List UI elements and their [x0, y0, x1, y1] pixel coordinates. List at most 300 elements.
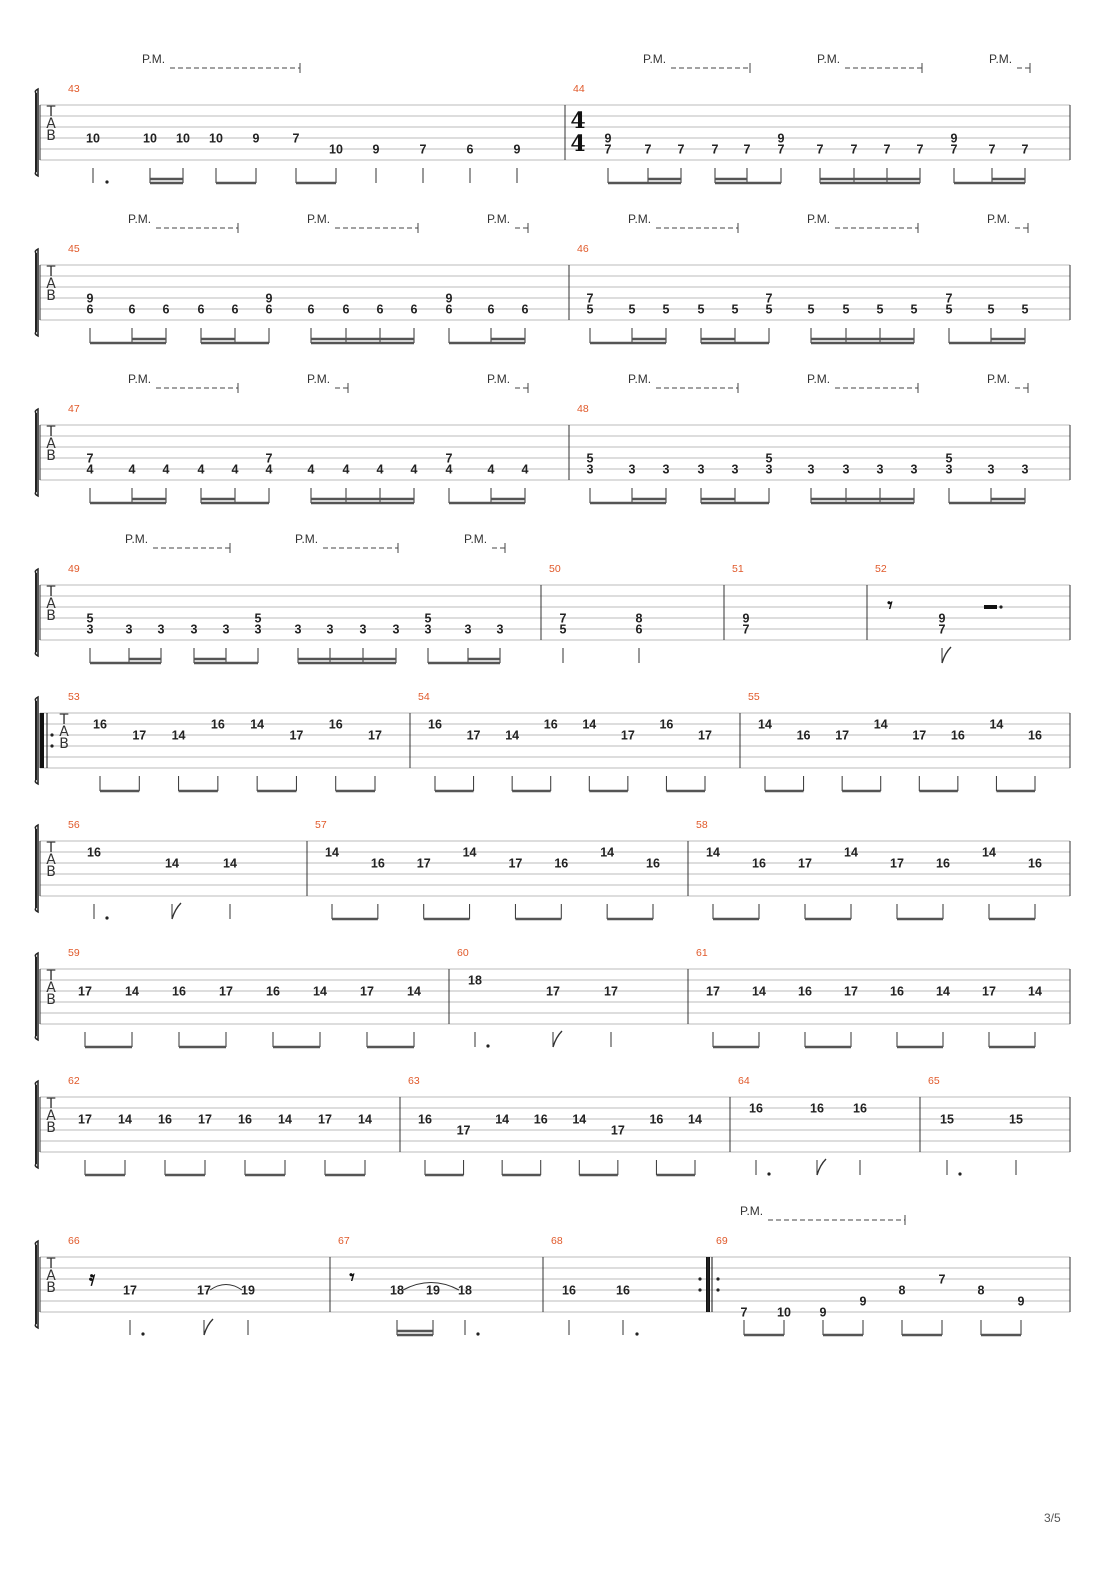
fret-number: 5	[697, 302, 705, 317]
tab-clef-letter: T	[46, 424, 56, 440]
fret-number: 3	[294, 622, 302, 637]
fret-number: 3	[359, 622, 367, 637]
bar-number: 62	[68, 1075, 80, 1087]
fret-number: 4	[197, 462, 205, 477]
tab-clef-letter: T	[46, 840, 56, 856]
fret-number: 7	[265, 451, 273, 466]
fret-number: 7	[938, 622, 946, 637]
dotted-note-dot	[698, 1277, 701, 1280]
fret-number: 14	[165, 856, 179, 871]
fret-number: 17	[289, 728, 304, 743]
fret-number: 5	[586, 451, 594, 466]
fret-number: 16	[533, 1112, 548, 1127]
dotted-note-dot	[50, 744, 53, 747]
fret-number: 7	[292, 131, 300, 146]
fret-number: 3	[496, 622, 504, 637]
fret-number: 16	[210, 717, 225, 732]
fret-number: 7	[950, 142, 958, 157]
bar-number: 45	[68, 243, 80, 255]
tab-clef-letter: A	[46, 852, 56, 868]
fret-number: 17	[318, 1112, 332, 1127]
palm-mute-label: P.M.	[128, 372, 152, 386]
palm-mute-label: P.M.	[487, 372, 511, 386]
fret-number: 10	[777, 1305, 791, 1320]
tab-clef-letter: A	[46, 116, 56, 132]
fret-number: 3	[910, 462, 918, 477]
tab-clef-letter: T	[59, 712, 69, 728]
fret-number: 5	[559, 622, 567, 637]
palm-mute-label: P.M.	[307, 212, 331, 226]
fret-number: 7	[644, 142, 652, 157]
fret-number: 6	[162, 302, 170, 317]
fret-number: 9	[859, 1294, 867, 1309]
fret-number: 8	[898, 1283, 906, 1298]
tab-clef-letter: A	[46, 436, 56, 452]
fret-number: 10	[209, 131, 223, 146]
bar-number: 51	[732, 563, 744, 575]
fret-number: 14	[171, 728, 186, 743]
fret-number: 18	[458, 1283, 472, 1298]
fret-number: 6	[487, 302, 495, 317]
fret-number: 5	[628, 302, 636, 317]
fret-number: 3	[86, 622, 94, 637]
note-flag	[817, 1159, 826, 1175]
fret-number: 16	[1028, 728, 1042, 743]
dotted-note-dot	[999, 605, 1002, 608]
fret-number: 16	[649, 1112, 664, 1127]
fret-number: 3	[586, 462, 594, 477]
fret-number: 16	[93, 717, 107, 732]
dotted-note-dot	[105, 180, 108, 183]
fret-number: 9	[513, 142, 521, 157]
fret-number: 9	[777, 131, 785, 146]
tab-clef-letter: A	[59, 724, 69, 740]
fret-number: 5	[987, 302, 995, 317]
bar-number: 61	[696, 947, 708, 959]
tab-clef-letter: T	[46, 264, 56, 280]
fret-number: 5	[765, 302, 773, 317]
fret-number: 17	[132, 728, 147, 743]
fret-number: 5	[731, 302, 739, 317]
fret-number: 17	[508, 856, 523, 871]
fret-number: 9	[938, 611, 946, 626]
dotted-note-dot	[50, 733, 53, 736]
fret-number: 7	[445, 451, 453, 466]
fret-number: 14	[1028, 984, 1042, 999]
fret-number: 5	[945, 451, 953, 466]
fret-number: 4	[445, 462, 453, 477]
palm-mute-label: P.M.	[989, 52, 1013, 66]
fret-number: 16	[950, 728, 965, 743]
fret-number: 16	[158, 1112, 172, 1127]
page-number: 3/5	[1044, 1511, 1061, 1525]
fret-number: 14	[462, 845, 477, 860]
eighth-rest-icon: 𝄾	[887, 593, 893, 617]
fret-number: 3	[987, 462, 995, 477]
fret-number: 6	[410, 302, 418, 317]
fret-number: 6	[445, 302, 453, 317]
fret-number: 16	[418, 1112, 432, 1127]
fret-number: 14	[313, 984, 327, 999]
fret-number: 7	[883, 142, 891, 157]
fret-number: 3	[326, 622, 334, 637]
fret-number: 17	[546, 984, 560, 999]
bar-number: 50	[549, 563, 561, 575]
fret-number: 6	[197, 302, 205, 317]
sixteenth-rest-icon: 𝄿	[88, 1266, 96, 1290]
palm-mute-label: P.M.	[807, 212, 831, 226]
eighth-rest-icon: 𝄾	[349, 1265, 355, 1289]
bar-number: 69	[716, 1235, 728, 1247]
fret-number: 6	[466, 142, 474, 157]
palm-mute-label: P.M.	[987, 212, 1011, 226]
tab-clef-letter: A	[46, 1268, 56, 1284]
fret-number: 5	[910, 302, 918, 317]
fret-number: 9	[86, 291, 94, 306]
palm-mute-label: P.M.	[307, 372, 331, 386]
fret-number: 5	[586, 302, 594, 317]
fret-number: 10	[86, 131, 100, 146]
bar-number: 55	[748, 691, 760, 703]
fret-number: 4	[231, 462, 239, 477]
tab-clef-letter: A	[46, 980, 56, 996]
fret-number: 17	[844, 984, 858, 999]
fret-number: 17	[982, 984, 996, 999]
note-flag	[204, 1319, 213, 1335]
palm-mute-label: P.M.	[987, 372, 1011, 386]
fret-number: 6	[521, 302, 529, 317]
bar-number: 54	[418, 691, 430, 703]
dotted-note-dot	[476, 1332, 479, 1335]
fret-number: 7	[740, 1305, 748, 1320]
dotted-note-dot	[716, 1288, 719, 1291]
fret-number: 16	[87, 845, 101, 860]
fret-number: 14	[250, 717, 265, 732]
palm-mute-label: P.M.	[807, 372, 831, 386]
fret-number: 16	[172, 984, 186, 999]
fret-number: 3	[945, 462, 953, 477]
tab-clef-letter: B	[46, 864, 56, 880]
fret-number: 14	[325, 845, 339, 860]
bar-number: 66	[68, 1235, 80, 1247]
fret-number: 17	[456, 1123, 471, 1138]
fret-number: 9	[819, 1305, 827, 1320]
tab-clef-letter: B	[46, 992, 56, 1008]
fret-number: 5	[662, 302, 670, 317]
fret-number: 16	[370, 856, 385, 871]
tab-clef-letter: B	[46, 288, 56, 304]
fret-number: 3	[842, 462, 850, 477]
tab-clef-letter: B	[46, 128, 56, 144]
bar-number: 49	[68, 563, 80, 575]
fret-number: 9	[252, 131, 260, 146]
tab-clef-letter: B	[46, 1120, 56, 1136]
fret-number: 5	[254, 611, 262, 626]
fret-number: 14	[358, 1112, 372, 1127]
fret-number: 7	[988, 142, 996, 157]
fret-number: 5	[424, 611, 432, 626]
fret-number: 7	[743, 142, 751, 157]
fret-number: 14	[752, 984, 766, 999]
fret-number: 7	[604, 142, 612, 157]
fret-number: 7	[777, 142, 785, 157]
fret-number: 8	[977, 1283, 985, 1298]
bar-number: 59	[68, 947, 80, 959]
palm-mute-label: P.M.	[142, 52, 166, 66]
fret-number: 16	[328, 717, 343, 732]
fret-number: 7	[765, 291, 773, 306]
fret-number: 3	[1021, 462, 1029, 477]
fret-number: 10	[143, 131, 157, 146]
fret-number: 17	[360, 984, 374, 999]
fret-number: 17	[698, 728, 712, 743]
dotted-note-dot	[716, 1277, 719, 1280]
fret-number: 4	[487, 462, 495, 477]
fret-number: 16	[798, 984, 812, 999]
fret-number: 7	[677, 142, 685, 157]
tab-clef-letter: T	[46, 104, 56, 120]
fret-number: 14	[407, 984, 421, 999]
bar-number: 65	[928, 1075, 940, 1087]
fret-number: 9	[604, 131, 612, 146]
palm-mute-label: P.M.	[464, 532, 488, 546]
fret-number: 19	[426, 1283, 440, 1298]
fret-number: 9	[1017, 1294, 1025, 1309]
fret-number: 17	[620, 728, 635, 743]
fret-number: 5	[1021, 302, 1029, 317]
fret-number: 10	[329, 142, 343, 157]
fret-number: 14	[936, 984, 950, 999]
dotted-note-dot	[767, 1172, 770, 1175]
fret-number: 14	[989, 717, 1004, 732]
fret-number: 7	[916, 142, 924, 157]
fret-number: 3	[392, 622, 400, 637]
fret-number: 16	[853, 1101, 867, 1116]
fret-number: 3	[628, 462, 636, 477]
fret-number: 7	[816, 142, 824, 157]
fret-number: 17	[416, 856, 431, 871]
fret-number: 17	[219, 984, 233, 999]
palm-mute-label: P.M.	[628, 372, 652, 386]
palm-mute-label: P.M.	[295, 532, 319, 546]
fret-number: 17	[835, 728, 850, 743]
palm-mute-label: P.M.	[128, 212, 152, 226]
palm-mute-label: P.M.	[643, 52, 667, 66]
fret-number: 3	[125, 622, 133, 637]
fret-number: 7	[559, 611, 567, 626]
fret-number: 3	[731, 462, 739, 477]
bar-number: 44	[573, 83, 585, 95]
fret-number: 17	[912, 728, 927, 743]
tab-clef-letter: T	[46, 968, 56, 984]
fret-number: 14	[505, 728, 520, 743]
dotted-note-dot	[958, 1172, 961, 1175]
fret-number: 5	[807, 302, 815, 317]
fret-number: 14	[600, 845, 615, 860]
tab-clef-letter: B	[46, 608, 56, 624]
fret-number: 7	[850, 142, 858, 157]
fret-number: 6	[376, 302, 384, 317]
fret-number: 9	[445, 291, 453, 306]
fret-number: 16	[1028, 856, 1042, 871]
note-flag	[942, 647, 951, 663]
fret-number: 3	[662, 462, 670, 477]
bar-number: 60	[457, 947, 469, 959]
bar-number: 56	[68, 819, 80, 831]
half-rest-icon	[984, 605, 997, 609]
fret-number: 17	[890, 856, 904, 871]
fret-number: 9	[265, 291, 273, 306]
fret-number: 4	[162, 462, 170, 477]
tab-clef-letter: T	[46, 1256, 56, 1272]
fret-number: 14	[706, 845, 720, 860]
fret-number: 4	[410, 462, 418, 477]
fret-number: 4	[376, 462, 384, 477]
fret-number: 16	[659, 717, 674, 732]
tab-clef-letter: A	[46, 1108, 56, 1124]
fret-number: 19	[241, 1283, 255, 1298]
fret-number: 5	[876, 302, 884, 317]
fret-number: 17	[123, 1283, 137, 1298]
fret-number: 7	[938, 1272, 946, 1287]
bar-number: 52	[875, 563, 887, 575]
palm-mute-label: P.M.	[740, 1204, 764, 1218]
fret-number: 17	[604, 984, 618, 999]
note-flag	[172, 903, 181, 919]
tab-clef-letter: B	[46, 1280, 56, 1296]
fret-number: 14	[125, 984, 139, 999]
bar-number: 47	[68, 403, 80, 415]
tie-slur	[210, 1285, 242, 1291]
fret-number: 7	[742, 622, 750, 637]
fret-number: 5	[765, 451, 773, 466]
bar-number: 46	[577, 243, 589, 255]
fret-number: 5	[86, 611, 94, 626]
time-signature-top: 4	[570, 108, 586, 134]
fret-number: 16	[810, 1101, 824, 1116]
tab-clef-letter: B	[46, 448, 56, 464]
fret-number: 3	[876, 462, 884, 477]
fret-number: 16	[890, 984, 904, 999]
fret-number: 16	[646, 856, 660, 871]
fret-number: 7	[711, 142, 719, 157]
fret-number: 5	[945, 302, 953, 317]
tab-clef-letter: T	[46, 584, 56, 600]
fret-number: 7	[1021, 142, 1029, 157]
fret-number: 14	[278, 1112, 292, 1127]
fret-number: 4	[265, 462, 273, 477]
fret-number: 14	[844, 845, 858, 860]
fret-number: 16	[936, 856, 950, 871]
fret-number: 7	[586, 291, 594, 306]
bar-number: 53	[68, 691, 80, 703]
fret-number: 17	[197, 1283, 211, 1298]
fret-number: 6	[128, 302, 136, 317]
fret-number: 18	[468, 973, 482, 988]
fret-number: 14	[572, 1112, 587, 1127]
fret-number: 6	[307, 302, 315, 317]
dotted-note-dot	[698, 1288, 701, 1291]
time-signature-bottom: 4	[570, 131, 586, 157]
fret-number: 14	[982, 845, 996, 860]
palm-mute-label: P.M.	[628, 212, 652, 226]
fret-number: 14	[223, 856, 237, 871]
fret-number: 8	[635, 611, 643, 626]
fret-number: 10	[176, 131, 190, 146]
fret-number: 6	[635, 622, 643, 637]
bar-number: 67	[338, 1235, 350, 1247]
tab-clef-letter: A	[46, 596, 56, 612]
fret-number: 14	[118, 1112, 132, 1127]
tab-clef-letter: T	[46, 1096, 56, 1112]
fret-number: 4	[307, 462, 315, 477]
fret-number: 9	[950, 131, 958, 146]
fret-number: 14	[873, 717, 888, 732]
fret-number: 7	[419, 142, 427, 157]
fret-number: 17	[466, 728, 481, 743]
fret-number: 6	[342, 302, 350, 317]
note-flag	[553, 1031, 562, 1047]
dotted-note-dot	[141, 1332, 144, 1335]
fret-number: 3	[697, 462, 705, 477]
fret-number: 3	[464, 622, 472, 637]
fret-number: 3	[222, 622, 230, 637]
fret-number: 3	[807, 462, 815, 477]
fret-number: 3	[424, 622, 432, 637]
palm-mute-label: P.M.	[125, 532, 149, 546]
fret-number: 7	[86, 451, 94, 466]
fret-number: 3	[190, 622, 198, 637]
bar-number: 57	[315, 819, 327, 831]
palm-mute-label: P.M.	[487, 212, 511, 226]
bar-number: 43	[68, 83, 80, 95]
fret-number: 16	[796, 728, 811, 743]
bar-number: 58	[696, 819, 708, 831]
fret-number: 16	[543, 717, 558, 732]
fret-number: 6	[86, 302, 94, 317]
fret-number: 17	[610, 1123, 625, 1138]
fret-number: 4	[128, 462, 136, 477]
fret-number: 15	[940, 1112, 954, 1127]
bar-number: 63	[408, 1075, 420, 1087]
bar-number: 68	[551, 1235, 563, 1247]
tab-clef-letter: B	[59, 736, 69, 752]
fret-number: 14	[758, 717, 772, 732]
fret-number: 16	[266, 984, 280, 999]
fret-number: 16	[554, 856, 569, 871]
bar-number: 48	[577, 403, 589, 415]
fret-number: 3	[157, 622, 165, 637]
fret-number: 3	[254, 622, 262, 637]
fret-number: 16	[238, 1112, 252, 1127]
repeat-start-barline	[40, 713, 44, 768]
fret-number: 6	[265, 302, 273, 317]
fret-number: 16	[752, 856, 766, 871]
fret-number: 9	[372, 142, 380, 157]
dotted-note-dot	[635, 1332, 638, 1335]
fret-number: 14	[688, 1112, 702, 1127]
fret-number: 16	[616, 1283, 630, 1298]
fret-number: 17	[798, 856, 812, 871]
fret-number: 7	[945, 291, 953, 306]
fret-number: 16	[428, 717, 442, 732]
fret-number: 14	[495, 1112, 510, 1127]
palm-mute-label: P.M.	[817, 52, 841, 66]
dotted-note-dot	[105, 916, 108, 919]
fret-number: 4	[86, 462, 94, 477]
fret-number: 15	[1009, 1112, 1023, 1127]
fret-number: 17	[78, 1112, 92, 1127]
